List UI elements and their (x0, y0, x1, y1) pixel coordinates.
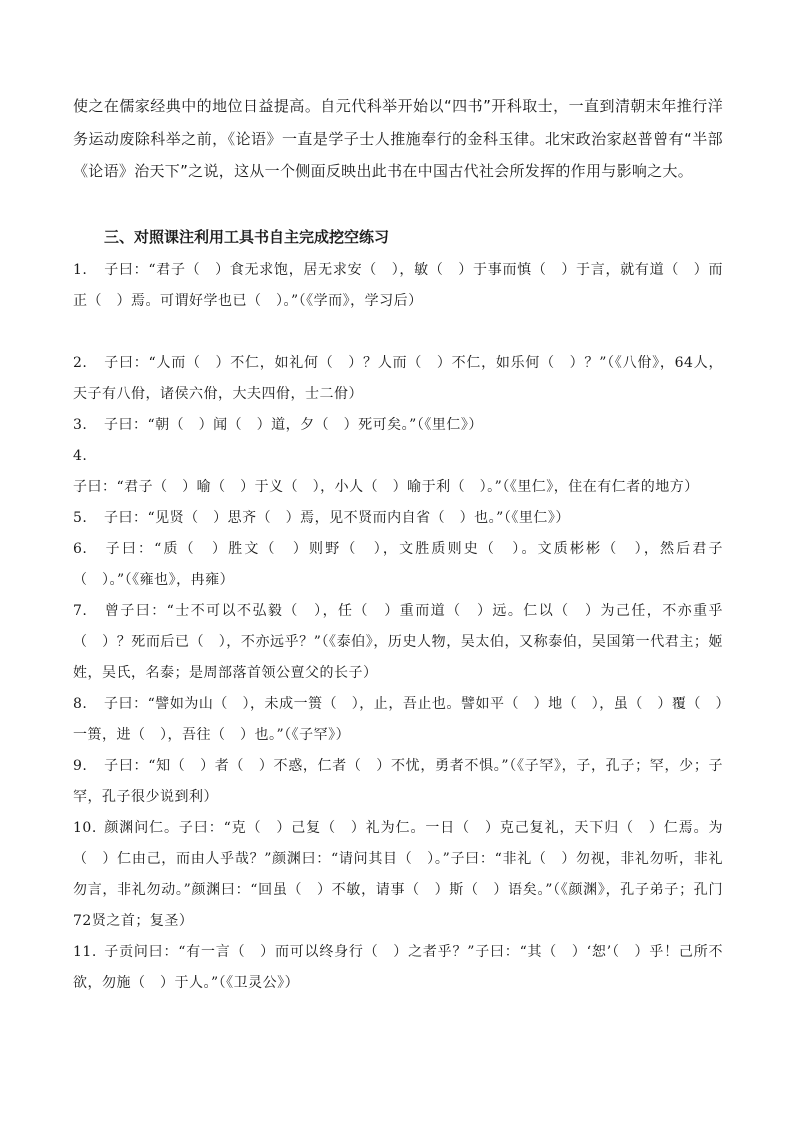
exercise-number: 2. (73, 355, 88, 371)
exercise-number: 5. (73, 510, 88, 526)
exercise-list (73, 255, 723, 999)
exercise-number: 10. (73, 820, 97, 836)
exercise-text: 子曰：“譬如为山（ ），未成一篑（ ），止，吾止也。譬如平（ ）地（ ），虽（ ）覆（ ）一篑，进（ ），吾往（ ）也。”（《子罕》） (73, 696, 723, 743)
intro-paragraph: 使之在儒家经典中的地位日益提高。自元代科举开始以“四书”开科取士，一直到清朝末年推行洋务运动废除科举之前，《论语》一直是学子士人推施奉行的金科玉律。北宋政治家赵普曾有“半部《论语》治天下”之说，这从一个侧面反映出此书在中国古代社会所发挥的作用与影响之大。 (73, 97, 723, 180)
exercise-text: 子曰：“朝（ ）闻（ ）道，夕（ ）死可矣。”（《里仁》） (104, 417, 483, 433)
exercise-item (73, 689, 723, 751)
exercise-number: 7. (73, 603, 88, 619)
exercise-item (73, 596, 723, 689)
exercise-number: 9. (73, 758, 88, 774)
exercise-item (73, 441, 723, 503)
exercise-item (73, 348, 723, 410)
exercise-text: 子曰：“君子（ ）食无求饱，居无求安（ ），敏（ ）于事而慎（ ）于言，就有道（ ）而正（ ）焉。可谓好学也已（ ）。”（《学而》，学习后） (73, 262, 723, 309)
exercise-item (73, 503, 723, 534)
exercise-text: 子贡问曰：“有一言（ ）而可以终身行（ ）之者乎？”子曰：“其（ ）‘恕’（ ）乎！己所不欲，勿施（ ）于人。”（《卫灵公》） (73, 944, 723, 991)
exercise-item (73, 751, 723, 813)
exercise-item (73, 410, 723, 441)
section-heading: 三、对照课注利用工具书自主完成挖空练习 (104, 228, 390, 246)
exercise-text: 子曰：“君子（ ）喻（ ）于义（ ），小人（ ）喻于利（ ）。”（《里仁》，住在有仁者的地方） (73, 479, 699, 495)
intro-section (73, 90, 723, 188)
exercise-number: 11. (73, 944, 97, 960)
exercise-item (73, 255, 723, 317)
exercise-text: 子曰：“知（ ）者（ ）不惑，仁者（ ）不忧，勇者不惧。”（《子罕》，子，孔子；罕，少；子罕，孔子很少说到利） (73, 758, 723, 805)
exercise-text: 子曰：“质（ ）胜文（ ）则野（ ），文胜质则史（ ）。文质彬彬（ ），然后君子（ ）。”（《雍也》，冉雍） (73, 541, 723, 588)
exercise-number: 1. (73, 262, 88, 278)
exercise-number: 6. (73, 541, 88, 557)
exercise-item (73, 813, 723, 937)
exercise-text: 曾子曰：“士不可以不弘毅（ ），任（ ）重而道（ ）远。仁以（ ）为己任，不亦重乎（ ）？死而后已（ ），不亦远乎？”（《泰伯》，历史人物，吴太伯，又称泰伯，吴国第一代君主；姬姓，吴氏，名泰；是周部落首领公亶父的长子） (73, 603, 723, 681)
exercise-number: 3. (73, 417, 88, 433)
exercise-text: 子曰：“人而（ ）不仁，如礼何（ ）？人而（ ）不仁，如乐何（ ）？”（《八佾》，64人，天子有八佾，诸侯六佾，大夫四佾，士二佾） (73, 355, 723, 402)
exercise-number: 4. (73, 448, 88, 464)
exercise-item (73, 937, 723, 999)
exercise-number: 8. (73, 696, 88, 712)
exercise-item (73, 534, 723, 596)
exercise-text: 颜渊问仁。子曰：“克（ ）己复（ ）礼为仁。一日（ ）克己复礼，天下归（ ）仁焉。为（ ）仁由己，而由人乎哉？”颜渊曰：“请问其目（ ）。”子曰：“非礼（ ）勿视，非礼勿听，非礼勿言，非礼勿动。”颜渊曰：“回虽（ ）不敏，请事（ ）斯（ ）语矣。”（《颜渊》，孔子弟子；孔门72贤之首；复圣） (73, 820, 723, 929)
exercise-text: 子曰：“见贤（ ）思齐（ ）焉，见不贤而内自省（ ）也。”（《里仁》） (104, 510, 570, 526)
